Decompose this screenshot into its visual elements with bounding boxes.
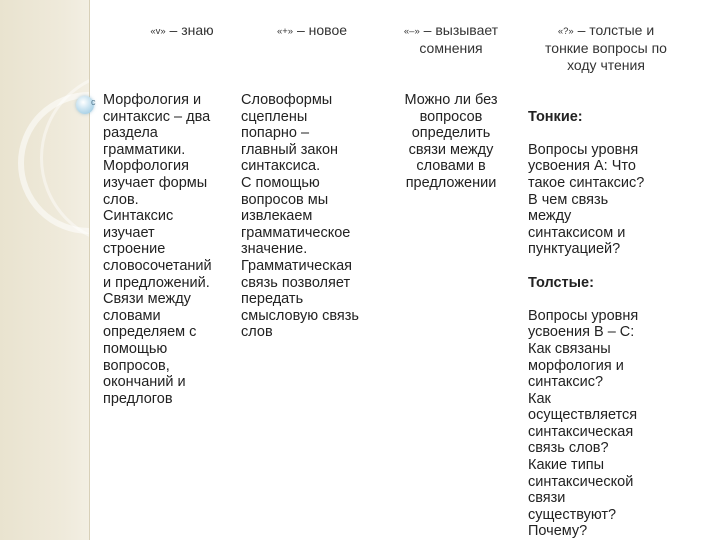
column-body: Можно ли без вопросов определить связи между словами в предложении [404, 92, 498, 191]
thick-questions-label: Толстые: [528, 274, 594, 291]
column-body [528, 92, 660, 557]
column-header-text: – новое [293, 22, 348, 38]
column-mark: «+» [276, 26, 294, 37]
column-header-text: – знаю [165, 22, 214, 38]
column-mark: «–» [403, 26, 420, 37]
column-body: Морфология и синтаксис – два раздела грамматики. Морфология изучает формы слов. Синтаксис изучает строение словосочетаний и предложений. Связи между словами определяем с помощью вопросов, окончаний и предлогов [103, 92, 212, 407]
column-questions [528, 22, 667, 557]
column-header [536, 22, 676, 74]
thick-questions-text: Вопросы уровня усвоения В – С: Как связаны морфология и синтаксис? Как осуществляется синтаксическая связь слов? Какие типы синтаксической связи существуют? Почему? [528, 307, 639, 540]
column-know [103, 22, 233, 407]
column-header [117, 22, 247, 40]
insert-table [95, 22, 715, 540]
column-doubt [391, 22, 511, 192]
thin-questions-label: Тонкие: [528, 108, 583, 125]
thin-questions-text: Вопросы уровня усвоения А: Что такое синтаксис? В чем связь между синтаксисом и пунктуацией? [528, 141, 645, 258]
column-header-text: – толстые и тонкие вопросы по ходу чтения [545, 22, 667, 73]
column-header-text: – вызывает сомнения [419, 22, 499, 56]
column-header [391, 22, 511, 57]
column-mark: «v» [150, 26, 166, 37]
column-new [241, 22, 383, 341]
column-body: Словоформы сцеплены попарно – главный закон синтаксиса. С помощью вопросов мы извлекаем грамматическое значение. Грамматическая связь позволяет передать смысловую связь слов [241, 92, 359, 341]
decorative-sidebar [0, 0, 90, 540]
sidebar-divider [89, 0, 90, 540]
column-mark: «?» [557, 26, 574, 37]
bullet-glyph: c [91, 97, 96, 107]
column-header [241, 22, 383, 40]
